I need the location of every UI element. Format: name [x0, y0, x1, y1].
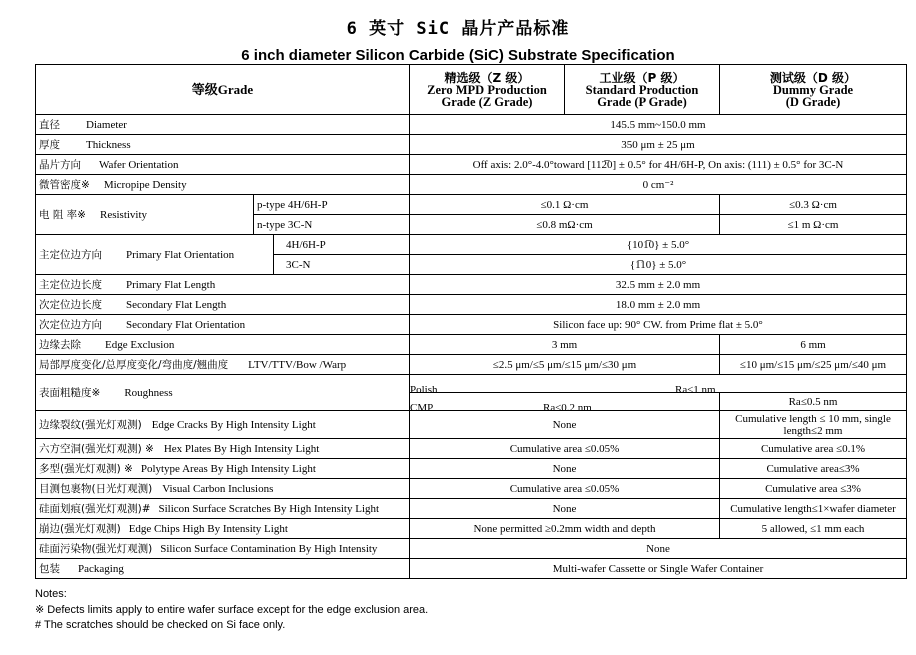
- label-cn-thickness: 厚度: [39, 138, 60, 151]
- d-grade-line2: (D Grade): [785, 94, 841, 109]
- z-grade-cn: 精选级（Z 级）: [444, 70, 530, 85]
- row-label-primary_flat_len: [36, 275, 410, 295]
- grade-label: 等级Grade: [191, 81, 254, 97]
- row-label-resistivity: [36, 195, 254, 235]
- z-grade-header: [410, 65, 565, 115]
- row-label-edge_cracks: [36, 411, 410, 439]
- notes-section: [35, 587, 428, 634]
- value-d-edge_exclusion: 6 mm: [720, 335, 907, 355]
- label-cn-contamination: 硅面污染物(强光灯观测): [39, 542, 153, 555]
- label-cn-pfo: 主定位边方向: [39, 248, 102, 261]
- row-label-hex_plates: [36, 439, 410, 459]
- label-en-edge_chips: Edge Chips High By Intensity Light: [128, 522, 288, 535]
- label-en-edge_exclusion: Edge Exclusion: [105, 338, 175, 351]
- value-orientation: Off axis: 2.0°-4.0°toward [112̅0] ± 0.5° for 4H/6H-P, On axis: (111) ± 0.5° for 3C-N: [410, 155, 907, 175]
- row-label-polytype: [36, 459, 410, 479]
- label-en-micropipe: Micropipe Density: [103, 178, 187, 191]
- row-label-orientation: [36, 155, 410, 175]
- value-d-ltv: ≤10 μm/≤15 μm/≤25 μm/≤40 μm: [720, 355, 907, 375]
- row-label-carbon: [36, 479, 410, 499]
- p-grade-header: [565, 65, 720, 115]
- row-polytype: [36, 459, 907, 479]
- label-en-contamination: Silicon Surface Contamination By High Intensity: [160, 542, 378, 555]
- title-english: 6 inch diameter Silicon Carbide (SiC) Substrate Specification: [241, 47, 675, 64]
- value-diameter: 145.5 mm~150.0 mm: [410, 115, 907, 135]
- note-scratches: # The scratches should be checked on Si face only.: [35, 619, 286, 631]
- row-orientation: [36, 155, 907, 175]
- value-secondary_flat_len: 18.0 mm ± 2.0 mm: [410, 295, 907, 315]
- label-cn-polytype: 多型(强光灯观测) ※: [39, 462, 133, 475]
- label-cn-edge_chips: 崩边(强光灯观测): [39, 522, 121, 535]
- row-edge_chips: [36, 519, 907, 539]
- label-en-orientation: Wafer Orientation: [99, 158, 179, 171]
- pfo-4h-value: {101̅0} ± 5.0°: [410, 235, 907, 255]
- label-cn-ltv: 局部厚度变化/总厚度变化/弯曲度/翘曲度: [39, 358, 229, 371]
- row-label-edge_exclusion: [36, 335, 410, 355]
- value-d-polytype: Cumulative area≤3%: [720, 459, 907, 479]
- row-hex_plates: [36, 439, 907, 459]
- value-d-carbon: Cumulative area ≤3%: [720, 479, 907, 499]
- resistivity-p-zp: ≤0.1 Ω·cm: [410, 195, 720, 215]
- z-grade-line1: Zero MPD Production: [427, 82, 547, 97]
- row-label-packaging: [36, 559, 410, 579]
- row-label-micropipe: [36, 175, 410, 195]
- row-primary_flat_len: [36, 275, 907, 295]
- value-d-hex_plates: Cumulative area ≤0.1%: [720, 439, 907, 459]
- resistivity-n-d: ≤1 m Ω·cm: [720, 215, 907, 235]
- label-en-secondary_flat_len: Secondary Flat Length: [126, 298, 227, 311]
- label-cn-hex_plates: 六方空洞(强光灯观测) ※: [39, 442, 154, 455]
- value-zp-edge_exclusion: 3 mm: [410, 335, 720, 355]
- row-secondary_flat_orient: [36, 315, 907, 335]
- label-en-diameter: Diameter: [86, 118, 127, 131]
- label-cn-edge_exclusion: 边缘去除: [39, 338, 81, 351]
- p-grade-line2: Grade (P Grade): [597, 94, 687, 109]
- roughness-cmp-zp: Ra≤0.2 nm: [543, 401, 592, 411]
- row-contamination: [36, 539, 907, 559]
- label-cn-primary_flat_len: 主定位边长度: [39, 278, 102, 291]
- label-en-pfo: Primary Flat Orientation: [126, 248, 235, 261]
- resistivity-sub-n: n-type 3C-N: [254, 215, 410, 235]
- resistivity-sub-p: p-type 4H/6H-P: [254, 195, 410, 215]
- roughness-cmp-label: CMP: [410, 401, 434, 411]
- roughness-polish-label: Polish: [410, 383, 438, 393]
- d-grade-cn: 测试级（D 级）: [769, 70, 857, 85]
- roughness-polish-cell: [410, 375, 907, 393]
- value-micropipe: 0 cm⁻²: [410, 175, 907, 195]
- row-label-contamination: [36, 539, 410, 559]
- row-diameter: [36, 115, 907, 135]
- label-en-primary_flat_len: Primary Flat Length: [126, 278, 216, 291]
- row-resistivity-1: [36, 195, 907, 215]
- pfo-sub-4h: 4H/6H-P: [274, 235, 410, 255]
- row-label-edge_chips: [36, 519, 410, 539]
- row-label-ltv: [36, 355, 410, 375]
- label-en-hex_plates: Hex Plates By High Intensity Light: [163, 442, 320, 455]
- label-cn-roughness: 表面粗糙度※: [39, 386, 101, 399]
- d-grade-header: [720, 65, 907, 115]
- z-grade-line2: Grade (Z Grade): [441, 94, 533, 109]
- value-zp-ltv: ≤2.5 μm/≤5 μm/≤15 μm/≤30 μm: [410, 355, 720, 375]
- row-carbon: [36, 479, 907, 499]
- label-cn-carbon: 目测包裹物(日光灯观测): [39, 482, 153, 495]
- row-ltv: [36, 355, 907, 375]
- row-label-thickness: [36, 135, 410, 155]
- label-en-ltv: LTV/TTV/Bow /Warp: [248, 358, 347, 371]
- label-cn-micropipe: 微管密度※: [39, 178, 90, 191]
- value-contamination: None: [410, 539, 907, 559]
- row-pfo-1: [36, 235, 907, 255]
- row-label-roughness: [36, 375, 410, 411]
- label-cn-secondary_flat_orient: 次定位边方向: [39, 318, 102, 331]
- resistivity-p-d: ≤0.3 Ω·cm: [720, 195, 907, 215]
- row-edge_cracks: [36, 411, 907, 439]
- row-label-diameter: [36, 115, 410, 135]
- value-primary_flat_len: 32.5 mm ± 2.0 mm: [410, 275, 907, 295]
- grade-header: [36, 65, 410, 115]
- pfo-sub-3c: 3C-N: [274, 255, 410, 275]
- label-en-carbon: Visual Carbon Inclusions: [162, 482, 274, 495]
- row-thickness: [36, 135, 907, 155]
- p-grade-line1: Standard Production: [585, 82, 699, 97]
- value-zp-edge_cracks: None: [410, 411, 720, 439]
- label-en-polytype: Polytype Areas By High Intensity Light: [140, 462, 316, 475]
- label-en-roughness: Roughness: [124, 386, 173, 399]
- row-label-primary_flat_orient: [36, 235, 274, 275]
- value-zp-polytype: None: [410, 459, 720, 479]
- spec-table-main: [35, 64, 907, 579]
- header-row: [36, 65, 907, 115]
- value-zp-scratches: None: [410, 499, 720, 519]
- label-cn-secondary_flat_len: 次定位边长度: [39, 298, 102, 311]
- label-en-secondary_flat_orient: Secondary Flat Orientation: [126, 318, 246, 331]
- label-en-edge_cracks: Edge Cracks By High Intensity Light: [151, 418, 316, 431]
- label-en-resistivity: Resistivity: [99, 208, 148, 221]
- note-defects: ※ Defects limits apply to entire wafer surface except for the edge exclusion area.: [35, 603, 429, 616]
- value-d-scratches: Cumulative length≤1×wafer diameter: [720, 499, 907, 519]
- pfo-3c-value: {1̅10} ± 5.0°: [410, 255, 907, 275]
- label-cn-edge_cracks: 边缘裂纹(强光灯观测): [39, 418, 142, 431]
- title-chinese: 6 英寸 SiC 晶片产品标准: [346, 19, 570, 39]
- notes-heading: Notes:: [35, 588, 67, 600]
- row-packaging: [36, 559, 907, 579]
- resistivity-n-zp: ≤0.8 mΩ·cm: [410, 215, 720, 235]
- label-cn-orientation: 晶片方向: [39, 158, 81, 171]
- value-secondary_flat_orient: Silicon face up: 90° CW. from Prime flat ± 5.0°: [410, 315, 907, 335]
- row-edge_exclusion: [36, 335, 907, 355]
- value-zp-edge_chips: None permitted ≥0.2mm width and depth: [410, 519, 720, 539]
- roughness-polish-value: Ra≤1 nm: [675, 383, 716, 393]
- label-cn-scratches: 硅面划痕(强光灯观测)#: [39, 502, 151, 515]
- row-label-secondary_flat_len: [36, 295, 410, 315]
- label-en-thickness: Thickness: [86, 138, 131, 151]
- row-label-scratches: [36, 499, 410, 519]
- value-zp-hex_plates: Cumulative area ≤0.05%: [410, 439, 720, 459]
- roughness-cmp-cell: [410, 393, 720, 411]
- label-cn-diameter: 直径: [39, 118, 60, 131]
- d-grade-line1: Dummy Grade: [772, 82, 854, 97]
- p-grade-cn: 工业级（P 级）: [599, 70, 685, 85]
- value-d-edge_chips: 5 allowed, ≤1 mm each: [720, 519, 907, 539]
- label-en-scratches: Silicon Surface Scratches By High Intensity Light: [158, 502, 380, 515]
- roughness-cmp-d: Ra≤0.5 nm: [720, 393, 907, 411]
- value-thickness: 350 μm ± 25 μm: [410, 135, 907, 155]
- row-secondary_flat_len: [36, 295, 907, 315]
- value-zp-carbon: Cumulative area ≤0.05%: [410, 479, 720, 499]
- row-micropipe: [36, 175, 907, 195]
- value-packaging: Multi-wafer Cassette or Single Wafer Container: [410, 559, 907, 579]
- label-cn-packaging: 包装: [39, 562, 60, 575]
- row-scratches: [36, 499, 907, 519]
- label-en-packaging: Packaging: [78, 562, 124, 575]
- label-cn-resistivity: 电 阻 率※: [39, 208, 86, 221]
- row-label-secondary_flat_orient: [36, 315, 410, 335]
- value-d-edge_cracks: Cumulative length ≤ 10 mm, single length≤2 mm: [720, 411, 907, 439]
- row-roughness-1: [36, 375, 907, 393]
